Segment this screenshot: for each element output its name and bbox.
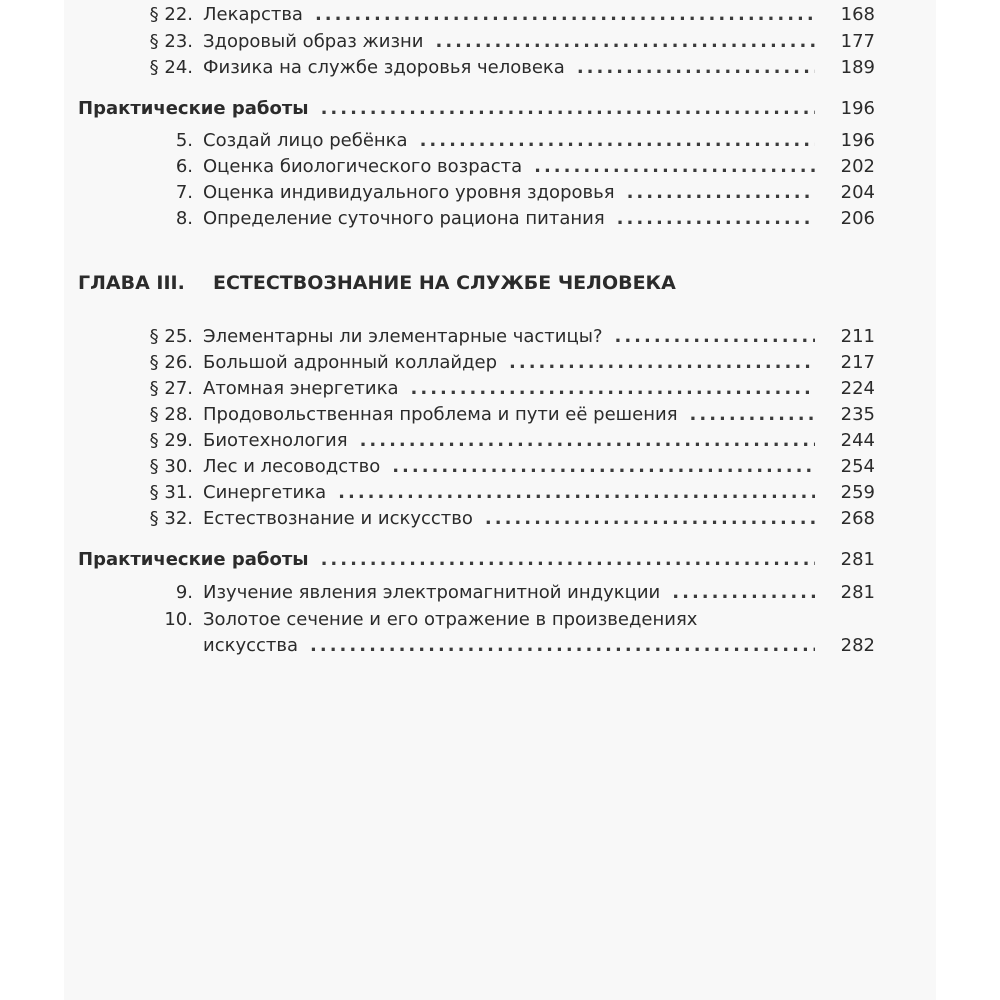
entry-title: Естествознание и искусство [203, 508, 473, 529]
leader-dots [627, 182, 815, 204]
leader-dots [534, 156, 815, 178]
toc-entry [78, 482, 875, 504]
paragraph-number: § 23. [149, 31, 193, 52]
paragraph-number: § 31. [149, 482, 193, 503]
entry-title: Элементарны ли элементарные частицы? [203, 326, 603, 347]
page-number: 254 [840, 456, 875, 477]
paragraph-number: § 25. [149, 326, 193, 347]
leader-dots [617, 208, 815, 230]
chapter-heading [78, 272, 878, 294]
toc-entry [78, 4, 875, 26]
leader-dots [315, 4, 815, 26]
leader-dots [411, 378, 815, 400]
toc-entry [78, 352, 875, 374]
toc-entry [78, 508, 875, 530]
toc-entry [78, 208, 875, 230]
entry-title: Оценка индивидуального уровня здоровья [203, 182, 615, 203]
toc-entry [78, 182, 875, 204]
leader-dots [338, 482, 815, 504]
toc-entry-multiline [78, 609, 697, 631]
leader-dots [420, 130, 815, 152]
work-number: 5. [175, 130, 193, 151]
page-number: 211 [840, 326, 875, 347]
entry-title: Создай лицо ребёнка [203, 130, 408, 151]
paragraph-number: § 24. [149, 57, 193, 78]
page-number: 259 [840, 482, 875, 503]
paragraph-number: § 22. [149, 4, 193, 25]
leader-dots [690, 404, 815, 426]
section-title: Практические работы [78, 98, 309, 119]
leader-dots [392, 456, 815, 478]
toc-entry [78, 582, 875, 604]
page-number: 168 [840, 4, 875, 25]
work-number: 9. [175, 582, 193, 603]
page-number: 281 [840, 582, 875, 603]
leader-dots [485, 508, 815, 530]
entry-title: Биотехнология [203, 430, 348, 451]
entry-title: Лекарства [203, 4, 303, 25]
entry-title: Продовольственная проблема и пути её решения [203, 404, 678, 425]
section-title: Практические работы [78, 549, 309, 570]
toc-entry [78, 57, 875, 79]
toc-entry-continuation [78, 635, 875, 657]
entry-title: Большой адронный коллайдер [203, 352, 498, 373]
toc-entry [78, 31, 875, 53]
chapter-title: ЕСТЕСТВОЗНАНИЕ НА СЛУЖБЕ ЧЕЛОВЕКА [213, 272, 676, 294]
page-number: 217 [840, 352, 875, 373]
page-number: 235 [840, 404, 875, 425]
toc-entry [78, 456, 875, 478]
entry-title: Здоровый образ жизни [203, 31, 424, 52]
page-number: 281 [840, 549, 875, 570]
leader-dots [672, 582, 815, 604]
work-number: 10. [164, 609, 193, 630]
page-number: 202 [840, 156, 875, 177]
toc-section-practical [78, 98, 875, 120]
toc-section-practical [78, 549, 875, 571]
leader-dots [509, 352, 815, 374]
paragraph-number: § 27. [149, 378, 193, 399]
page-number: 282 [840, 635, 875, 656]
page-number: 268 [840, 508, 875, 529]
page-number: 204 [840, 182, 875, 203]
leader-dots [615, 326, 816, 348]
toc-entry [78, 430, 875, 452]
paragraph-number: § 30. [149, 456, 193, 477]
page-number: 244 [840, 430, 875, 451]
work-number: 6. [175, 156, 193, 177]
entry-title: Синергетика [203, 482, 327, 503]
leader-dots [577, 57, 815, 79]
toc-entry [78, 130, 875, 152]
entry-title: Физика на службе здоровья человека [203, 57, 565, 78]
page-number: 177 [840, 31, 875, 52]
chapter-label: ГЛАВА III. [78, 272, 185, 294]
leader-dots [436, 31, 816, 53]
page-number: 196 [840, 98, 875, 119]
page-number: 196 [840, 130, 875, 151]
paragraph-number: § 28. [149, 404, 193, 425]
entry-title: Золотое сечение и его отражение в произведениях [203, 609, 698, 630]
toc-entry [78, 326, 875, 348]
paragraph-number: § 26. [149, 352, 193, 373]
entry-title: Определение суточного рациона питания [203, 208, 605, 229]
entry-title: Лес и лесоводство [203, 456, 381, 477]
work-number: 7. [175, 182, 193, 203]
leader-dots [321, 98, 815, 120]
leader-dots [360, 430, 815, 452]
leader-dots [310, 635, 815, 657]
paragraph-number: § 32. [149, 508, 193, 529]
work-number: 8. [175, 208, 193, 229]
toc-entry [78, 156, 875, 178]
page-number: 206 [840, 208, 875, 229]
page-number: 224 [840, 378, 875, 399]
entry-title: Изучение явления электромагнитной индукции [203, 582, 661, 603]
entry-title: Оценка биологического возраста [203, 156, 523, 177]
entry-title: Атомная энергетика [203, 378, 399, 399]
entry-title-continuation: искусства [203, 635, 299, 656]
paragraph-number: § 29. [149, 430, 193, 451]
leader-dots [321, 549, 815, 571]
toc-entry [78, 378, 875, 400]
toc-entry [78, 404, 875, 426]
page-number: 189 [840, 57, 875, 78]
